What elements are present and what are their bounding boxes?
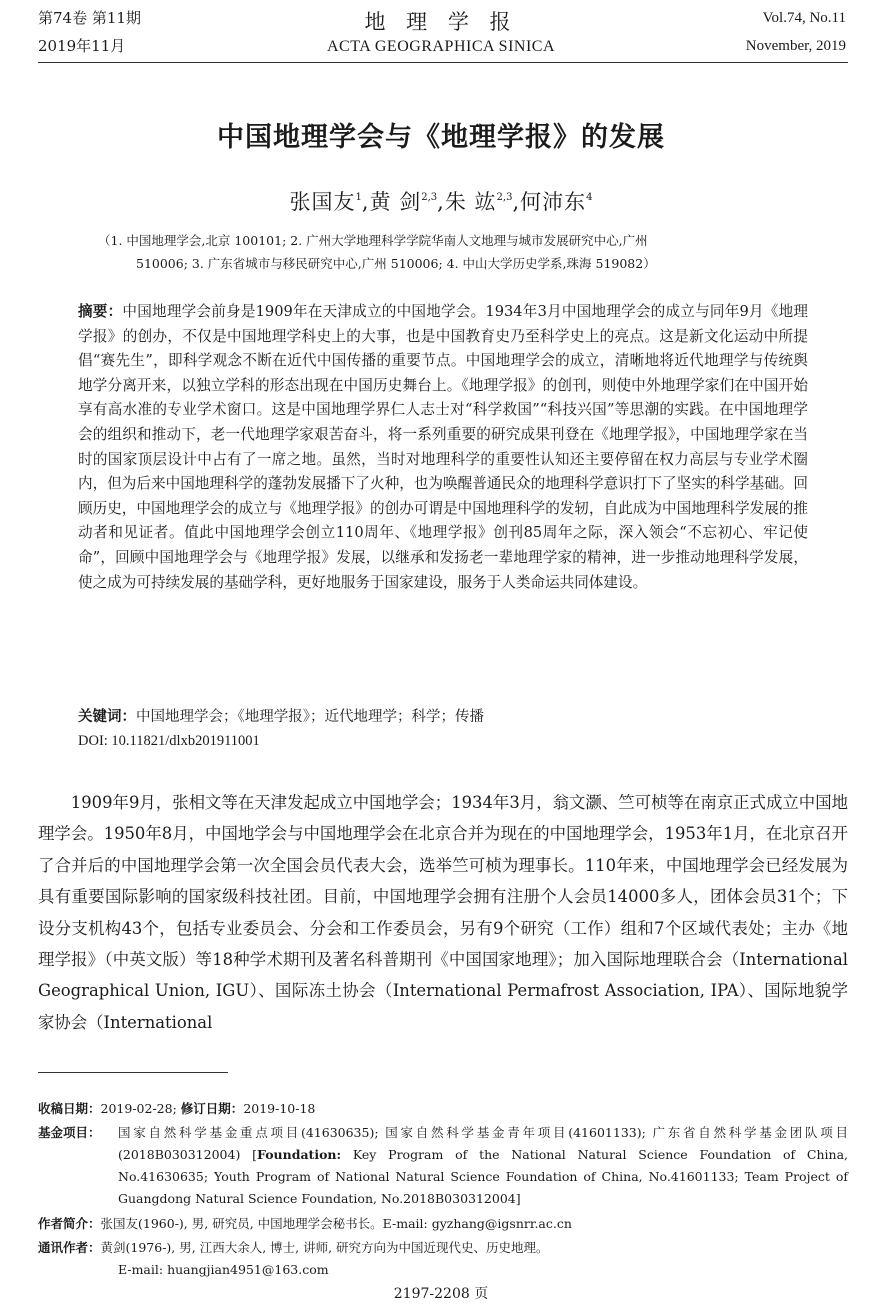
funding-text-cn: 国家自然科学基金重点项目(41630635); 国家自然科学基金青年项目(41601133); 广东省自然科学基金团队项目 (2018B030312004) [: [118, 1125, 848, 1162]
abstract: [78, 300, 808, 595]
received-value: 2019-02-28;: [100, 1101, 177, 1116]
revised-label: 修订日期：: [180, 1101, 244, 1116]
revised-value: 2019-10-18: [243, 1101, 316, 1116]
abstract-text: 中国地理学会前身是1909年在天津成立的中国地学会。1934年3月中国地理学会的成立与同年9月《地理学报》的创办，不仅是中国地理学科史上的大事，也是中国教育史乃至科学史上的亮点。这是新文化运动中所提倡“赛先生”，即科学观念不断在近代中国传播的重要节点。中国地理学会的成立，清晰地将近代地理学与传统舆地学分离开来，以独立学科的形态出现在中国历史舞台上。《地理学报》的创刊，则使中外地理学家们在中国开始享有高水准的专业学术窗口。这是中国地理学界仁人志士对“科学救国”“科技兴国”等思潮的实践。在中国地理学会的组织和推动下，老一代地理学家艰苦奋斗，将一系列重要的研究成果刊登在《地理学报》，中国地理学家在当时的国家顶层设计中占有了一席之地。虽然，当时对地理科学的重要性认知还主要停留在权力高层与专业学术圈内，但为后来中国地理科学的蓬勃发展播下了火种，也为唤醒普通民众的地理科学意识打下了坚实的科学基础。回顾历史，中国地理学会的成立与《地理学报》的创办可谓是中国地理科学的发轫，自此成为中国地理科学发展的推动者和见证者。值此中国地理学会创立110周年、《地理学报》创刊85周年之际，深入领会“不忘初心、牢记使命”，回顾中国地理学会与《地理学报》发展，以继承和发扬老一辈地理学家的精神，进一步推动地理科学发展，使之成为可持续发展的基础学科，更好地服务于国家建设，服务于人类命运共同体建设。: [78, 303, 808, 591]
affiliations: [98, 229, 798, 275]
volume-issue-en: Vol.74, No.11: [762, 10, 846, 26]
author-bio-text: 张国友(1960-), 男, 研究员, 中国地理学会秘书长。E-mail: gyzhang@igsnrr.ac.cn: [100, 1216, 572, 1231]
affiliations-line: 510006; 3. 广东省城市与移民研究中心,广州 510006; 4. 中山大学历史学系,珠海 519082）: [136, 256, 656, 271]
header-rule: [38, 62, 848, 63]
footnote-rule: [38, 1072, 228, 1073]
corresponding-label: 通讯作者：: [38, 1240, 101, 1255]
author-list: 张国友$^1$,黄 剑$^{2,3}$,朱 竑$^{2,3}$,何沛东$^4$: [289, 190, 593, 214]
corresponding-author: [38, 1237, 848, 1281]
doi: DOI: 10.11821/dlxb201911001: [78, 733, 260, 749]
abstract-label: 摘要：: [78, 303, 123, 320]
author-name: 朱 竑: [444, 190, 497, 214]
funding: [38, 1122, 848, 1210]
corresponding-text: 黄剑(1976-), 男, 江西大余人, 博士, 讲师, 研究方向为中国近现代史、历史地理。: [100, 1240, 549, 1255]
author-affiliation-ref: 4: [586, 192, 593, 203]
journal-title-en: ACTA GEOGRAPHICA SINICA: [326, 38, 555, 55]
received-date: [38, 1098, 848, 1120]
page-range: 2197-2208 页: [393, 1286, 489, 1302]
author-bio: [38, 1213, 848, 1235]
received-label: 收稿日期：: [38, 1101, 101, 1116]
author-affiliation-ref: 2,3: [421, 192, 438, 203]
author-name: 何沛东: [520, 190, 587, 214]
issue-date-cn: 2019年11月: [38, 37, 126, 55]
author-affiliation-ref: 1: [355, 192, 362, 203]
volume-issue-cn: 第74卷 第11期: [38, 9, 141, 27]
author-name: 黄 剑: [369, 190, 422, 214]
article-title: 中国地理学会与《地理学报》的发展: [217, 122, 665, 153]
issue-date-en: November, 2019: [745, 38, 846, 54]
funding-label: 基金项目：: [38, 1125, 101, 1140]
keywords-text: 中国地理学会；《地理学报》；近代地理学；科学；传播: [136, 709, 484, 725]
author-bio-label: 作者简介：: [38, 1216, 101, 1231]
keywords-label: 关键词：: [78, 709, 136, 725]
author-name: 张国友: [289, 190, 356, 214]
funding-text-en: Key Program of the National Natural Science Foundation of China, No.41630635; Youth Program of National Natural Science Foundation of China, No.41601133; Team Project of Guangdong Natural Science Foundation, No.2018B030312004]: [118, 1147, 848, 1206]
keywords: [78, 705, 484, 726]
corresponding-email: E-mail: huangjian4951@163.com: [118, 1262, 329, 1277]
affiliations-line: （1. 中国地理学会,北京 100101; 2. 广州大学地理科学学院华南人文地理与城市发展研究中心,广州: [98, 233, 648, 248]
funding-foundation-label: Foundation:: [257, 1147, 342, 1162]
body-paragraph: 1909年9月，张相文等在天津发起成立中国地学会；1934年3月，翁文灏、竺可桢等在南京正式成立中国地理学会。1950年8月，中国地学会与中国地理学会在北京合并为现在的中国地理学会，1953年1月，在北京召开了合并后的中国地理学会第一次全国会员代表大会，选举竺可桢为理事长。110年来，中国地理学会已经发展为具有重要国际影响的国家级科技社团。目前，中国地理学会拥有注册个人会员14000多人，团体会员31个；下设分支机构43个，包括专业委员会、分会和工作委员会，另有9个研究（工作）组和7个区域代表处；主办《地理学报》（中英文版）等18种学术期刊及著名科普期刊《中国国家地理》；加入国际地理联合会（International Geographical Union, IGU）、国际冻土协会（International Permafrost Association, IPA）、国际地貌学家协会（International: [38, 793, 848, 1032]
journal-title-cn: 地 理 学 报: [364, 10, 518, 34]
author-affiliation-ref: 2,3: [496, 192, 513, 203]
funding-text: [118, 1122, 848, 1210]
